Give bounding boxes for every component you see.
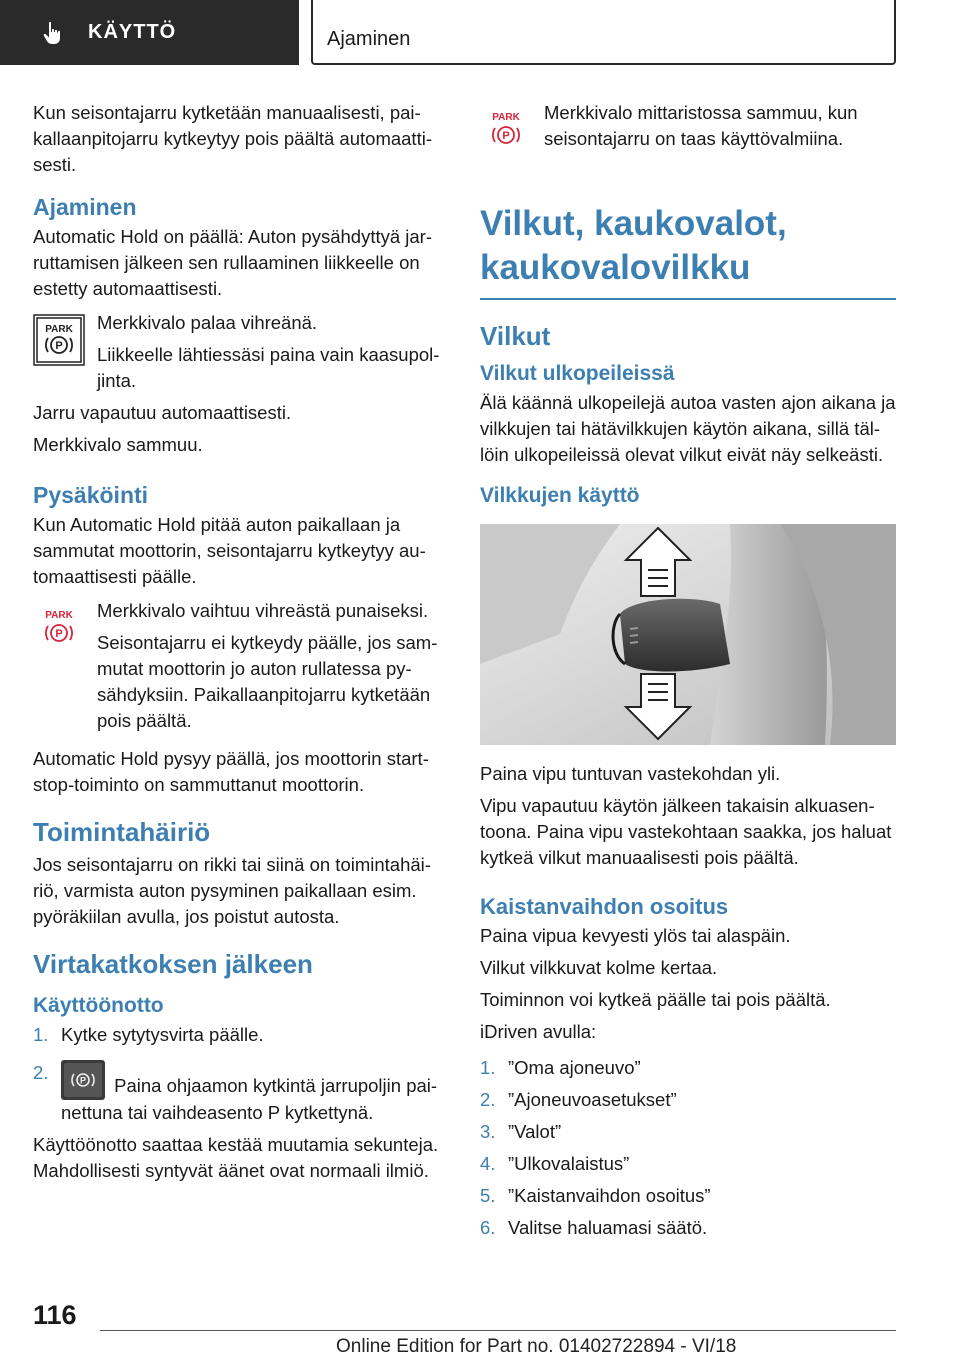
svg-text:P: P <box>55 628 63 640</box>
ajaminen-icon-line1: Merkkivalo palaa vihreänä. <box>97 312 318 333</box>
idrive-steps <box>480 1055 896 1241</box>
kaistanvaihto-p3: Toiminnon voi kytkeä päälle tai pois päältä. <box>480 989 831 1010</box>
pysakointi-paragraph: Kun Automatic Hold pitää auton paikallaan ja sammutat moottorin, seisontajarru kytkeytyy automaattisesti päälle. <box>33 514 426 587</box>
list-item: 1. ”Oma ajoneuvo” <box>480 1057 641 1078</box>
chapter-header <box>311 0 896 65</box>
ajaminen-light-off: Merkkivalo sammuu. <box>33 434 203 455</box>
right-column <box>480 100 896 1247</box>
intro-paragraph: Kun seisontajarru kytketään manuaalisesti, paikallaanpitojarru kytkeytyy pois päältä automaattisesti. <box>33 102 432 175</box>
list-item: 4. ”Ulkovalaistus” <box>480 1153 630 1174</box>
toimintahairio-paragraph: Jos seisontajarru on rikki tai siinä on toimintahäiriö, varmista auton pysyminen paikallaan esim. pyöräkiilan avulla, jos poistut autosta. <box>33 854 431 927</box>
kaistanvaihto-p4: iDriven avulla: <box>480 1021 597 1042</box>
heading-pysakointi: Pysäköinti <box>33 482 149 508</box>
list-item: 2. ”Ajoneuvoasetukset” <box>480 1089 677 1110</box>
chapter-title: Ajaminen <box>327 28 411 50</box>
park-brake-red-icon <box>480 104 532 156</box>
ajaminen-icon-line2: Liikkeelle lähtiessäsi paina vain kaasupoljinta. <box>97 344 440 391</box>
turn-signal-lever-figure <box>480 524 896 745</box>
pysakointi-icon-line2: Seisontajarru ei kytkeydy päälle, jos sammutat moottorin jo auton rullatessa pysähdyksiin. Paikallaanpitojarru kytketään pois päältä. <box>97 632 438 731</box>
list-item: 3. ”Valot” <box>480 1121 562 1142</box>
heading-kayttoonotto: Käyttöönotto <box>33 994 164 1017</box>
list-item: 2. P Paina ohjaamon kytkintä jarrupoljin painettuna tai vaihdeasento P kytkettynä. <box>33 1062 438 1123</box>
kayttoonotto-steps <box>33 1022 447 1126</box>
svg-text:PARK: PARK <box>492 112 520 123</box>
footer-edition: Online Edition for Part no. 01402722894 - VI/18 <box>336 1336 737 1357</box>
vilkut-usage-1: Paina vipu tuntuvan vastekohdan yli. <box>480 763 781 784</box>
section-tab <box>0 0 299 65</box>
turn-signal-lever-illustration <box>480 524 896 745</box>
main-heading-block <box>480 202 896 300</box>
left-column <box>33 100 447 1190</box>
svg-text:PARK: PARK <box>45 324 73 335</box>
footer-divider <box>100 1330 896 1331</box>
vilkut-usage-2: Vipu vapautuu käytön jälkeen takaisin alkuasentoona. Paina vipu vastekohtaan saakka, jos haluat kytkeä vilkut manuaalisesti pois päältä. <box>480 795 892 868</box>
heading-toimintahairio: Toimintahäiriö <box>33 817 211 847</box>
heading-vilkut-kaukovalot: Vilkut, kaukovalot, kaukovalovilkku <box>480 204 787 287</box>
hand-pointer-icon <box>40 20 66 46</box>
svg-text:PARK: PARK <box>45 610 73 621</box>
list-item: 1. Kytke sytytysvirta päälle. <box>33 1024 264 1045</box>
pysakointi-start-stop: Automatic Hold pysyy päällä, jos moottorin start-stop-toiminto on sammuttanut moottorin. <box>33 748 429 795</box>
heading-kaistanvaihto: Kaistanvaihdon osoitus <box>480 894 729 919</box>
heading-vilkut: Vilkut <box>480 321 551 351</box>
list-item: 6. Valitse haluamasi säätö. <box>480 1217 708 1238</box>
vilkut-peili-paragraph: Älä käännä ulkopeilejä autoa vasten ajon aikana ja vilkkujen tai hätävilkkujen käytön aikana, sillä tällöin ulkopeileissä olevat vilkut eivät näy selkeästi. <box>480 392 896 465</box>
list-item: 5. ”Kaistanvaihdon osoitus” <box>480 1185 711 1206</box>
svg-text:P: P <box>55 340 63 352</box>
park-off-note <box>480 100 896 164</box>
park-off-text: Merkkivalo mittaristossa sammuu, kun seisontajarru on taas käyttövalmiina. <box>544 102 858 149</box>
park-brake-indicator-icon <box>33 314 85 366</box>
ajaminen-indicator-note <box>33 310 447 394</box>
heading-vilkkujen-kaytto: Vilkkujen käyttö <box>480 484 640 507</box>
pysakointi-indicator-note <box>33 598 447 734</box>
kaistanvaihto-p1: Paina vipua kevyesti ylös tai alaspäin. <box>480 925 791 946</box>
svg-text:P: P <box>502 130 510 142</box>
parking-brake-button-icon <box>61 1060 105 1100</box>
heading-virtakatkos: Virtakatkoksen jälkeen <box>33 949 313 979</box>
kayttoonotto-note: Käyttöönotto saattaa kestää muutamia sekunteja. Mahdollisesti syntyvät äänet ovat normaali ilmiö. <box>33 1134 439 1181</box>
section-label: KÄYTTÖ <box>88 21 177 43</box>
heading-ajaminen: Ajaminen <box>33 194 137 220</box>
svg-text:P: P <box>79 1075 87 1086</box>
pysakointi-icon-line1: Merkkivalo vaihtuu vihreästä punaiseksi. <box>97 600 429 621</box>
page-number: 116 <box>33 1300 77 1330</box>
heading-vilkut-ulkopeileissa: Vilkut ulkopeileissä <box>480 362 675 385</box>
kaistanvaihto-p2: Vilkut vilkkuvat kolme kertaa. <box>480 957 718 978</box>
park-brake-red-icon <box>33 602 85 654</box>
ajaminen-paragraph: Automatic Hold on päällä: Auton pysähdyttyä jarruttamisen jälkeen sen rullaaminen liikkeelle on estetty automaattisesti. <box>33 226 433 299</box>
ajaminen-release: Jarru vapautuu automaattisesti. <box>33 402 292 423</box>
